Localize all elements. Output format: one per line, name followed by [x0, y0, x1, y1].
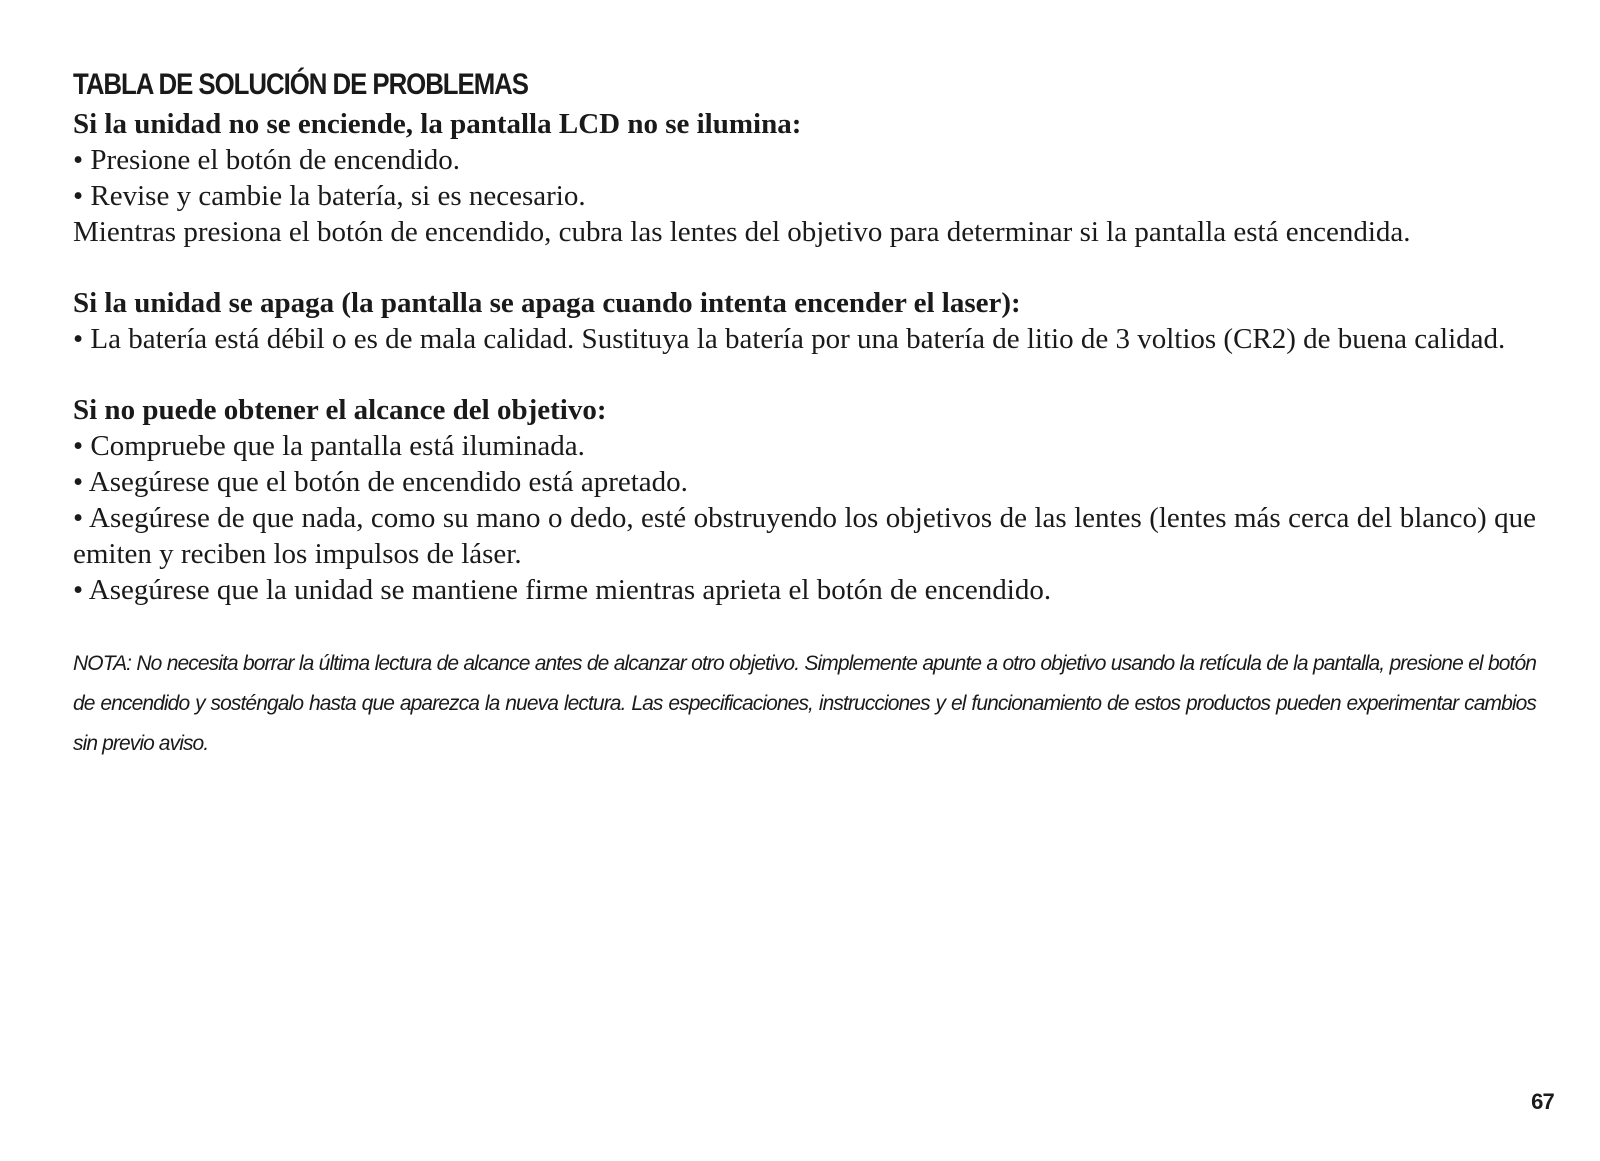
section-heading: Si la unidad no se enciende, la pantalla LCD no se ilumina: — [73, 108, 802, 140]
spacer — [73, 357, 1536, 392]
note-paragraph: NOTA: No necesita borrar la última lectura de alcance antes de alcanzar otro objetivo. Simplemente apunte a otro objetivo usando la retícula de la pantalla, presione el botón de encendido y sosténgalo hasta que aparezca la nueva lectura. Las especificaciones, instrucciones y el funcionamiento de estos productos pueden experimentar cambios sin previo aviso. — [73, 652, 1536, 755]
section-heading: Si la unidad se apaga (la pantalla se apaga cuando intenta encender el laser): — [73, 287, 1021, 319]
page-title: TABLA DE SOLUCIÓN DE PROBLEMAS — [73, 68, 528, 101]
bullet-item: • Asegúrese que el botón de encendido está apretado. — [73, 466, 688, 498]
section-shuts-off — [73, 285, 1536, 357]
bullet-item: • Presione el botón de encendido. — [73, 144, 461, 176]
spacer — [73, 250, 1536, 285]
bullet-item: • Compruebe que la pantalla está iluminada. — [73, 430, 585, 462]
section-heading: Si no puede obtener el alcance del objetivo: — [73, 394, 607, 426]
bullet-item: • Revise y cambie la batería, si es necesario. — [73, 180, 586, 212]
bullet-item: • Asegúrese que la unidad se mantiene firme mientras aprieta el botón de encendido. — [73, 574, 1052, 606]
section-no-power — [73, 106, 1536, 250]
spacer — [73, 608, 1536, 644]
document-page — [73, 64, 1536, 764]
section-no-range — [73, 392, 1536, 608]
page-number: 67 — [1531, 1089, 1554, 1114]
paragraph-line: Mientras presiona el botón de encendido, cubra las lentes del objetivo para determinar si la pantalla está encendida. — [73, 216, 1411, 248]
bullet-item: • Asegúrese de que nada, como su mano o dedo, esté obstruyendo los objetivos de las lentes (lentes más cerca del blanco) que emiten y reciben los impulsos de láser. — [73, 502, 1536, 570]
bullet-item: • La batería está débil o es de mala calidad. Sustituya la batería por una batería de litio de 3 voltios (CR2) de buena calidad. — [73, 323, 1506, 355]
